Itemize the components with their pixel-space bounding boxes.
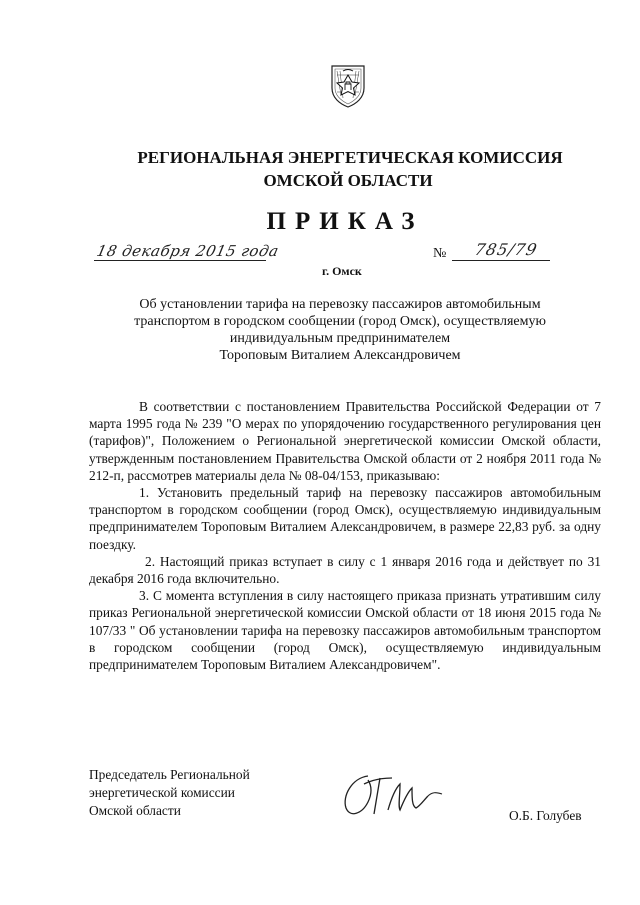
- number-underline: [452, 260, 550, 261]
- subject-line: индивидуальным предпринимателем: [229, 331, 451, 346]
- number-sign: №: [433, 246, 447, 261]
- item-1-paragraph: 1. Установить предельный тариф на перевозку пассажиров автомобильным транспортом в городском сообщении (город Омск), осуществляемую индивидуальным предпринимателем Тороповым Виталием Александровичем, в размере 22,83 руб. за одну поездку.: [89, 485, 601, 552]
- document-number: 785/79: [472, 240, 540, 259]
- item-2-paragraph: 2. Настоящий приказ вступает в силу с 1 января 2016 года и действует по 31 декабря 2016 года включительно.: [89, 553, 601, 587]
- handwritten-signature: [338, 766, 448, 822]
- organization-name-line2: ОМСКОЙ ОБЛАСТИ: [263, 171, 433, 190]
- signatory-position-line: Председатель Региональной: [89, 767, 250, 782]
- document-type-title: ПРИКАЗ: [266, 208, 424, 235]
- omsk-coat-of-arms-icon: [328, 62, 368, 108]
- signatory-position: [89, 766, 250, 820]
- signatory-name: О.Б. Голубев: [509, 808, 582, 823]
- subject-line: транспортом в городском сообщении (город Омск), осуществляемую: [134, 314, 546, 329]
- document-subject: [100, 296, 580, 364]
- document-body: [89, 398, 601, 673]
- subject-line: Тороповым Виталием Александровичем: [219, 348, 461, 363]
- preamble-paragraph: В соответствии с постановлением Правительства Российской Федерации от 7 марта 1995 года № 239 "О мерах по упорядочению государственного регулирования цен (тарифов)", Положением о Региональной энергетической комиссии Омской области, утвержденным постановлением Правительства Омской области от 2 ноября 2011 года № 212-п, рассмотрев материалы дела № 08-04/153, приказываю:: [89, 399, 601, 483]
- item-3-paragraph: 3. С момента вступления в силу настоящего приказа признать утратившим силу приказ Региональной энергетической комиссии Омской области от 18 июня 2015 года № 107/33 " Об установлении тарифа на перевозку пассажиров автомобильным транспортом в городском сообщении (город Омск), осуществляемую индивидуальным предпринимателем Тороповым Виталием Александровичем".: [89, 588, 601, 673]
- signatory-position-line: энергетической комиссии: [89, 785, 235, 800]
- signatory-position-line: Омской области: [89, 803, 181, 818]
- organization-name-line1: РЕГИОНАЛЬНАЯ ЭНЕРГЕТИЧЕСКАЯ КОМИССИЯ: [137, 148, 563, 167]
- date-underline: [94, 260, 266, 261]
- subject-line: Об установлении тарифа на перевозку пассажиров автомобильным: [139, 297, 541, 312]
- city-label: г. Омск: [322, 264, 362, 278]
- document-date: 18 декабря 2015 года: [95, 242, 281, 260]
